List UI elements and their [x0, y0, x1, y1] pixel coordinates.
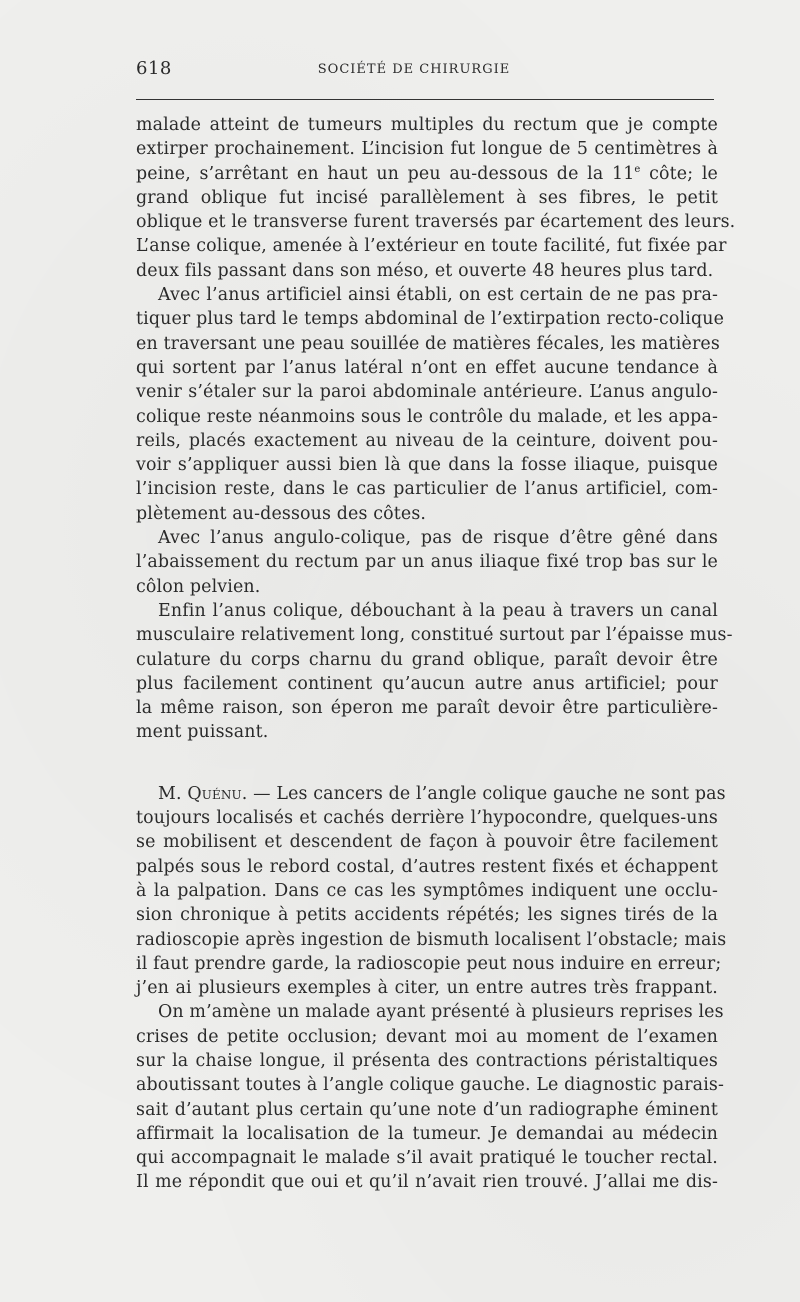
text-line: la même raison, son éperon me paraît devoir être particulière-: [136, 698, 718, 719]
paragraph: [136, 113, 736, 283]
text-line: qui sortent par l’anus latéral n’ont en effet aucune tendance à: [136, 357, 718, 378]
text-line: en traversant une peau souillée de matières fécales, les matières: [136, 333, 720, 354]
speaker-name: M. Quénu.: [158, 783, 248, 804]
text-line: malade atteint de tumeurs multiples du rectum que je compte: [136, 115, 718, 135]
paragraph: [136, 782, 727, 1001]
text-line: ment puissant.: [136, 722, 269, 743]
text-line: sur la chaise longue, il présenta des contractions péristaltiques: [136, 1050, 718, 1071]
paragraph: [136, 1000, 725, 1194]
text-span: — Les cancers de l’angle colique gauche ne sont pas: [247, 783, 726, 804]
text-line: l’abaissement du rectum par un anus iliaque fixé trop bas sur le: [136, 552, 718, 573]
text-line: Enfin l’anus colique, débouchant à la peau à travers un canal: [158, 600, 718, 621]
text-line: sion chronique à petits accidents répétés; les signes tirés de la: [136, 905, 718, 926]
text-line: Avec l’anus artificiel ainsi établi, on est certain de ne pas pra-: [158, 285, 718, 306]
text-line: plètement au-dessous des côtes.: [136, 503, 427, 524]
body-text: [136, 113, 736, 1195]
text-line: côlon pelvien.: [136, 576, 261, 597]
text-line: j’en ai plusieurs exemples à citer, un entre autres très frappant.: [136, 978, 718, 999]
running-title: SOCIÉTÉ DE CHIRURGIE: [317, 62, 511, 77]
text-line: sait d’autant plus certain qu’une note d’un radiographe éminent: [136, 1099, 718, 1120]
text-line: deux fils passant dans son méso, et ouverte 48 heures plus tard.: [136, 260, 714, 281]
text-line: voir s’appliquer aussi bien là que dans la fosse iliaque, puisque: [136, 455, 718, 476]
text-line: l’incision reste, dans le cas particulier de l’anus artificiel, com-: [136, 479, 718, 500]
text-line: plus facilement continent qu’aucun autre anus artificiel; pour: [136, 673, 718, 694]
text-line: colique reste néanmoins sous le contrôle du malade, et les appa-: [136, 406, 718, 427]
text-line: aboutissant toutes à l’angle colique gauche. Le diagnostic parais-: [136, 1075, 725, 1096]
text-line: Avec l’anus angulo-colique, pas de risque d’être gêné dans: [158, 528, 718, 549]
text-line: tiquer plus tard le temps abdominal de l’extirpation recto-colique: [136, 309, 725, 330]
text-line: se mobilisent et descendent de façon à pouvoir être facilement: [136, 832, 718, 853]
text-line: il faut prendre garde, la radioscopie peut nous induire en erreur;: [136, 953, 722, 974]
text-line: radioscopie après ingestion de bismuth localisent l’obstacle; mais: [136, 929, 727, 950]
text-line: musculaire relativement long, constitué surtout par l’épaisse mus-: [136, 625, 733, 646]
text-line: Il me répondit que oui et qu’il n’avait rien trouvé. J’allai me dis-: [136, 1172, 718, 1193]
text-line: crises de petite occlusion; devant moi au moment de l’examen: [136, 1026, 718, 1047]
section-gap: [136, 745, 718, 782]
text-line: palpés sous le rebord costal, d’autres restent fixés et échappent: [136, 856, 718, 877]
paragraph: [136, 283, 725, 526]
text-line: à la palpation. Dans ce cas les symptômes indiquent une occlu-: [136, 880, 718, 901]
text-line: culature du corps charnu du grand oblique, paraît devoir être: [136, 649, 718, 670]
text-line: grand oblique fut incisé parallèlement à ses fibres, le petit: [136, 187, 718, 208]
text-line: toujours localisés et cachés derrière l’hypocondre, quelques-uns: [136, 808, 718, 829]
text-line: extirper prochainement. L’incision fut longue de 5 centimètres à: [136, 139, 718, 160]
page-number: 618: [136, 58, 172, 79]
text-line: venir s’étaler sur la paroi abdominale antérieure. L’anus angulo-: [136, 382, 718, 403]
text-line: On m’amène un malade ayant présenté à plusieurs reprises les: [158, 1002, 724, 1023]
text-line: qui accompagnait le malade s’il avait pratiqué le toucher rectal.: [136, 1148, 718, 1169]
text-line: oblique et le transverse furent traversés par écartement des leurs.: [136, 212, 736, 233]
text-line: L’anse colique, amenée à l’extérieur en toute facilité, fut fixée par: [136, 236, 727, 257]
paragraph: [136, 599, 733, 745]
text-line: [136, 782, 726, 806]
text-line: affirmait la localisation de la tumeur. Je demandai au médecin: [136, 1123, 718, 1144]
text-line: peine, s’arrêtant en haut un peu au-dessous de la 11e côte; le: [136, 163, 718, 184]
header-rule: [136, 99, 714, 100]
text-line: reils, placés exactement au niveau de la ceinture, doivent pou-: [136, 430, 718, 451]
paragraph: [136, 526, 718, 599]
